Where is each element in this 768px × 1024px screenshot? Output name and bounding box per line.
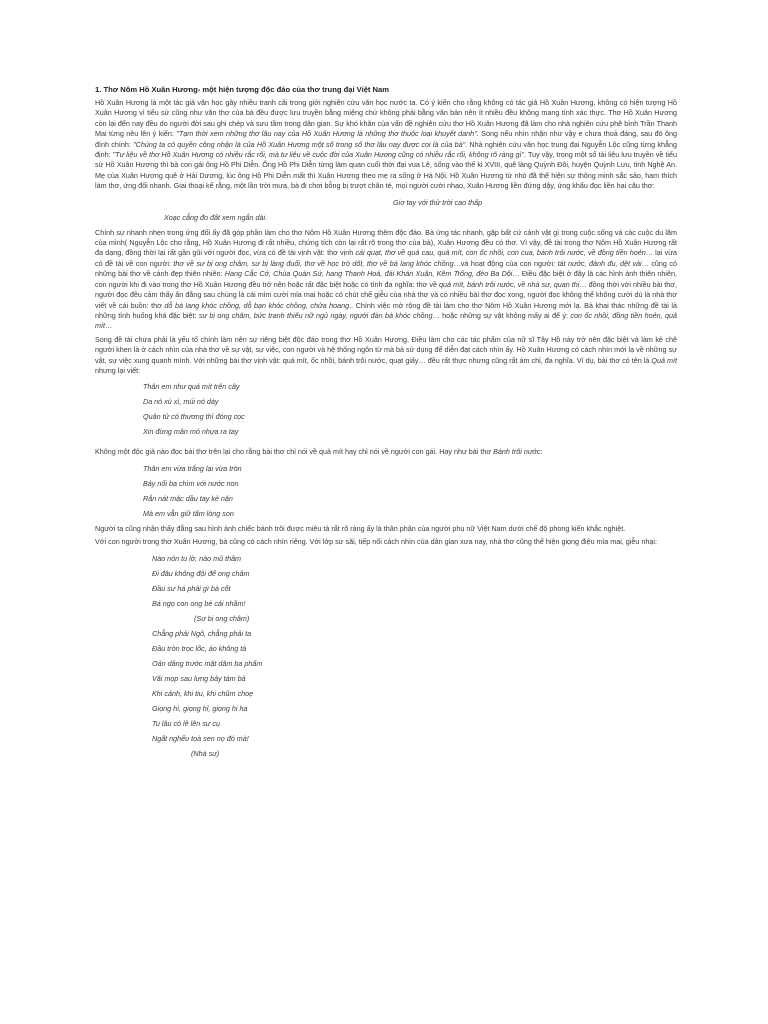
- poem-line: Mà em vẫn giữ tấm lòng son: [143, 508, 234, 518]
- text-segment: nhưng lại viết:: [95, 365, 141, 375]
- document-page: [95, 85, 677, 764]
- couplet: [95, 195, 677, 225]
- poem-su: [95, 551, 677, 761]
- text-segment: … cũng có những bài thơ về cảnh đẹp thiên nhiên:: [95, 258, 678, 279]
- poem-line: Nào nón tu lờ, nào mũ thâm: [152, 553, 242, 563]
- italic-text-segment: cái quạt, thơ về quả cau, quả mít, con ốc nhồi, con cua, bánh trôi nước, về đồng tiền hoẻn: [355, 248, 646, 258]
- text-segment: Song đề tài chưa phải là yếu tố chính làm nên sự riêng biệt độc đáo trong thơ Hồ Xuân Hương. Điều làm cho các tác phẩm của nữ sĩ Tây Hồ này trở nên đặc biệt và làm kẻ chê người khen là ở cách nhìn của nhà thơ về sự vật, sự việc, con người và hệ thống ngôn từ mà bà sử dụng để diễn đạt cách nhìn ấy. Hồ Xuân Hương có cách nhìn mới lạ về những sự vật, sự việc xung quanh mình. Với những bài thơ vịnh vật: quả mít, ốc nhồi, bánh trôi nước, quạt giấy… đều rất thực nhưng cũng rất ám chỉ, đa nghĩa. Ví dụ, bài thơ có tên là: [95, 334, 677, 365]
- italic-text-segment: Bánh trôi nước: [493, 447, 541, 457]
- poem-line: Quân tử có thương thì đóng cọc: [143, 412, 245, 422]
- text-segment: . Song nếu nhìn nhận như vậy e chưa thoả đáng, sau đó ông đính chính:: [95, 129, 677, 149]
- poem-line: Đi đâu không đội để ong châm: [152, 568, 250, 578]
- text-segment: …và hoạt động của con người:: [453, 258, 558, 268]
- poem-title-caption: (Nhà sư): [191, 748, 220, 758]
- poem-line: Khi cảnh, khi tiu, khi chũm choẹ: [152, 688, 254, 698]
- poem-line: Vãi mọp sau lưng bảy tám bà: [152, 673, 246, 683]
- poem-line: Bá ngọ con ong bé cái nhầm!: [152, 598, 246, 608]
- italic-text-segment: con ốc nhồi, đồng tiền hoẻn, quả mít: [95, 310, 677, 331]
- poem-line: Thân em vừa trắng lại vừa tròn: [143, 463, 242, 473]
- paragraph-banh-troi-intro: [95, 447, 677, 457]
- poem-qua-mit: [95, 379, 677, 439]
- poem-line: Ngất nghểu toà sen nọ đó mà!: [152, 733, 249, 743]
- text-segment: …: [104, 321, 113, 331]
- section-heading: 1. Thơ Nôm Hồ Xuân Hương- một hiện tượng độc đáo của thơ trung đại Việt Nam: [95, 85, 390, 94]
- text-segment: . Tuy vậy, trong một số tài liệu lưu truyền về tiểu sử Hồ Xuân Hương thì bà con gái ông Hồ Phi Diễn. Ông Hồ Phi Diễn từng làm quan cuối thời đại vua Lê, sống vào thế kỉ XVIII, quê làng Quỳnh Đôi, huyện Quỳnh Lưu, tỉnh Nghệ An. Mẹ của Xuân Hương quê ở Hải Dương, lúc ông Hồ Phi Diễn mất thì Xuân Hương theo mẹ ra sống ở Hà Nội. Hồ Xuân Hương từ nhỏ đã thể hiện sự thông minh sắc sảo, ham thích làm thơ, ứng đối nhanh. Giai thoại kể rằng, một lần trời mưa, bà đi chơi bỗng bị trượt chân té, mọi người cười nhạo, Xuân Hương liền đứng dậy, ứng khẩu đọc liền hai câu thơ:: [95, 150, 677, 191]
- paragraph-perspective: [95, 335, 677, 377]
- text-segment: … đồng thời với nhiều bài thơ, người đọc đều cảm thấy ẩn đằng sau chúng là cái mỉm cười mỉa mai hoặc có chút chế giễu của nhà thơ và có nhiều bài thơ đọc xong, người đọc không thể không cười dù là nhà thơ viết về cái buồn: thơ: [95, 279, 678, 310]
- text-segment: Không một độc giả nào đọc bài thơ trên lại cho rằng bài thơ chỉ nói về quả mít hay chỉ nói về người con gái. Hay như bài thơ: [95, 447, 494, 457]
- text-segment: .. Chính việc mở rộng đề tài làm cho thơ Nôm Hồ Xuân Hương mới lạ. Bà khai thác những đề tài là những tình huống khá đặc biệt:: [95, 300, 677, 320]
- poem-line: Đầu tròn trọc lốc, áo không tà: [152, 643, 247, 653]
- poem-line: Oản dâng trước mặt dăm ba phẩm: [152, 658, 263, 668]
- poem-line: Bảy nổi ba chìm với nước non: [143, 478, 239, 488]
- poem-line: Da nó xù xì, múi nó dày: [143, 397, 219, 407]
- paragraph-woman-fate: [95, 524, 677, 534]
- poem-line: Xin đừng mân mó nhựa ra tay: [143, 427, 239, 437]
- italic-text-segment: quả mít, bánh trôi nước, về nhà sư, quan thị: [439, 279, 580, 289]
- text-segment: . Nhà nghiên cứu văn học trung đại Nguyễn Lộc cũng từng khẳng định:: [95, 139, 678, 160]
- poem-banh-troi: [95, 461, 677, 521]
- text-segment: Người ta cũng nhận thấy đằng sau hình ảnh chiếc bánh trôi được miêu tả rất rõ ràng ấy là thân phận của người phụ nữ Việt Nam dưới chế độ phong kiến khắc nghiệt.: [95, 523, 626, 533]
- text-segment: … hoặc những sự vật không mấy ai để ý:: [432, 310, 571, 320]
- italic-text-segment: "Tư liệu về thơ Hồ Xuân Hương có nhiều rắc rối, mà tư liệu về cuộc đời của Xuân Hương cũng có nhiều rắc rối, không rõ ràng gì": [112, 150, 525, 160]
- text-segment: Chính sự nhanh nhẹn trong ứng đối ấy đã góp phần làm cho thơ Nôm Hồ Xuân Hương thêm độc đáo. Bà ứng tác nhanh, gặp bất cứ cảnh vật gì trong cuộc sống và các cuộc du lãm của mình( Nguyễn Lộc cho rằng, Hồ Xuân Hương đi rất nhiều, chứng tích còn lại rất rõ trong thơ của bà), Xuân Hương đều có thơ. Vì vậy, đề tài trong thơ Nôm Hồ Xuân Hương rất đa dạng, đồng thời lại rất gần gũi với người đọc, vừa có đề tài vịnh vật: thơ vịnh: [95, 227, 677, 258]
- italic-text-segment: sư bị ong châm, bức tranh thiếu nữ ngủ ngày, người đàn bà khóc chồng: [198, 310, 433, 320]
- text-segment: … lại vừa có đề tài về con người:: [95, 248, 677, 268]
- paragraph-intro: [95, 98, 677, 192]
- italic-text-segment: dỗ bà lang khóc chồng, dỗ bạn khóc chồng, chửa hoang: [164, 300, 350, 310]
- poem-title-caption: (Sư bị ong châm): [194, 613, 250, 623]
- couplet-line-2: Xoạc cẳng đo đất xem ngắn dài.: [164, 212, 268, 222]
- paragraph-monks: [95, 537, 677, 547]
- italic-text-segment: thơ về sư bị ong châm, sư bị làng đuổi, thơ về học trò dốt, thơ về bà lang khóc chồng: [173, 258, 454, 268]
- text-segment: … Điều đặc biệt ở đây là các hình ảnh thiên nhiên, con người khi đi vào trong thơ Hồ Xuân Hương đều trở nên hoặc rất đặc biệt hoặc có tính đa nghĩa: thơ về: [95, 269, 678, 289]
- poem-line: Đầu sư há phải gì bà cốt: [152, 583, 231, 593]
- text-segment: :: [540, 447, 543, 457]
- poem-line: Chẳng phải Ngô, chẳng phải ta: [152, 628, 252, 638]
- paragraph-themes: [95, 228, 677, 332]
- text-segment: Hồ Xuân Hương là một tác giả văn học gây nhiều tranh cãi trong giới nghiên cứu văn học nước ta. Có ý kiến cho rằng không có tác giả Hồ Xuân Hương, không có hiện tượng Hồ Xuân Hương vì tiểu sử cũng như văn thơ của bà đều được lưu truyền bằng miệng chứ không phải bằng văn bản nên ít nhiều đều không mang tính xác thực. Thơ Hồ Xuân Hương còn lại đến nay đều do người đời sau ghi chép và sưu tầm trong dân gian. Sự khó khăn của vấn đề nghiên cứu thơ Hồ Xuân Hương đã làm cho nhà nghiên cứu phê bình Trần Thanh Mai từng nêu lên ý kiến:: [95, 98, 677, 139]
- italic-text-segment: tát nước, đánh đu, dệt vải: [557, 258, 642, 268]
- poem-line: Rắn nát mặc dầu tay kẻ nặn: [143, 493, 233, 503]
- text-segment: Với con người trong thơ Xuân Hương, bà cũng có cách nhìn riêng. Với lớp sư sãi, tiếp nối cách nhìn của dân gian xưa nay, nhà thơ cũng thể hiện giọng điệu mỉa mai, giễu nhại:: [95, 537, 657, 547]
- italic-text-segment: Hang Cắc Cớ, Chùa Quán Sứ, hang Thanh Hoá, đài Khán Xuân, Kẽm Trống, đèo Ba Dội: [224, 269, 513, 279]
- poem-line: Tu lâu có lẽ lên sư cụ: [152, 718, 220, 728]
- italic-text-segment: "Chúng ta có quyền công nhận là của Hồ Xuân Hương một số trong số thơ lâu nay được coi là của bà": [133, 139, 466, 149]
- italic-text-segment: Quả mít: [651, 355, 677, 365]
- poem-line: Giọng hì, giọng hỉ, giọng hi ha: [152, 703, 248, 713]
- couplet-line-1: Giơ tay với thử trời cao thấp: [393, 197, 483, 207]
- poem-line: Thân em như quả mít trên cây: [143, 382, 240, 392]
- italic-text-segment: "Tạm thời xem những thơ lâu nay của Hồ Xuân Hương là những thơ thuộc loại khuyết danh": [176, 129, 477, 139]
